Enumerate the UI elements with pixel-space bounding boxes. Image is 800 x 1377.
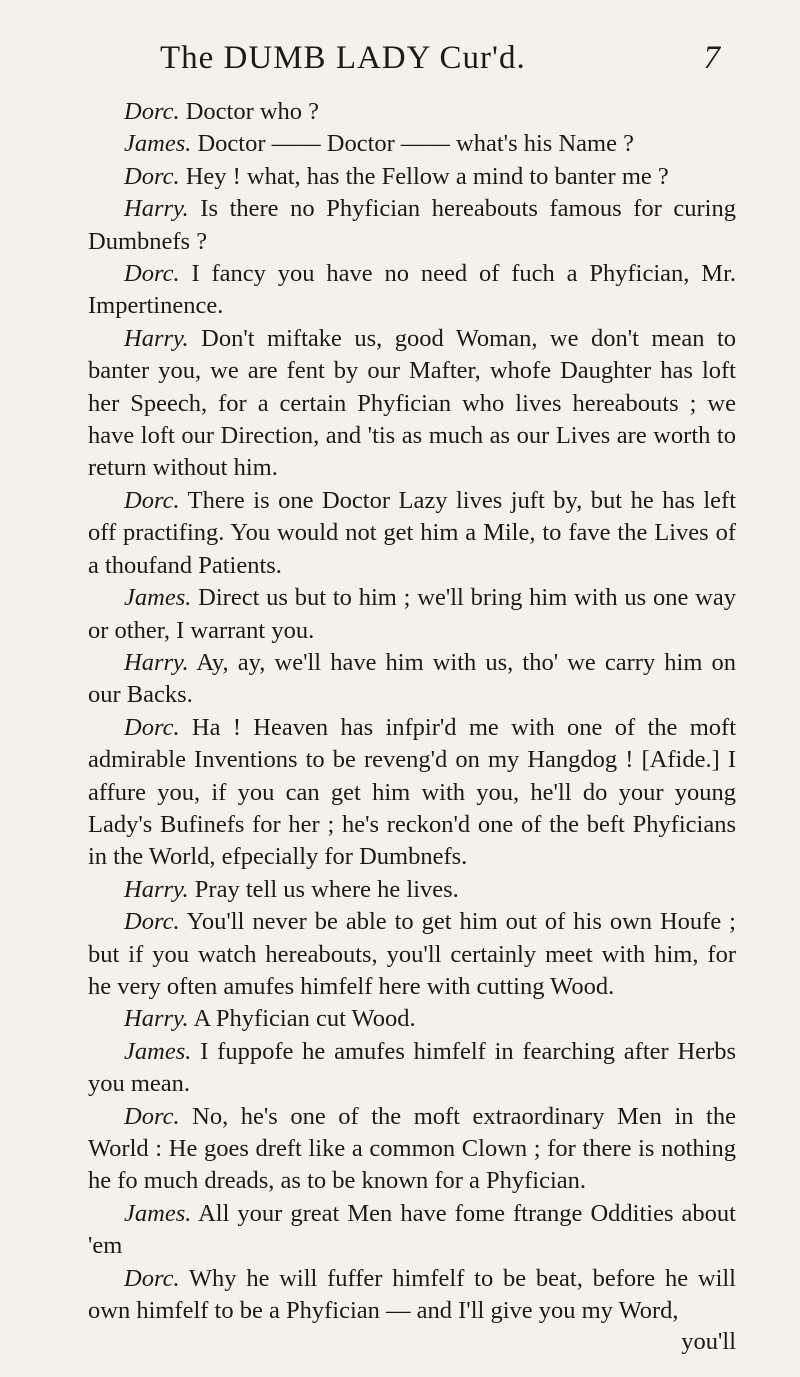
speech-text: No, he's one of the moft extraordinary Men in the World : He goes dreft like a common Clown ; for there is nothing he fo much dreads, as to be known for a Phyfician.: [88, 1102, 736, 1195]
speech: [88, 258, 736, 323]
speech: [88, 161, 736, 193]
speech-text: I fuppofe he amufes himfelf in fearching after Herbs you mean.: [88, 1037, 737, 1098]
speech: [88, 485, 736, 582]
speaker-name: Harry.: [124, 875, 189, 903]
speech: [88, 906, 736, 1003]
speech: [88, 128, 736, 160]
speech: [88, 712, 736, 874]
speech-text: Why he will fuffer himfelf to be beat, before he will own himfelf to be a Phyfician — and I'll give you my Word,: [88, 1264, 736, 1325]
speaker-name: Dorc.: [124, 1102, 180, 1130]
speech: [88, 1036, 736, 1101]
speaker-name: James.: [124, 130, 192, 158]
speech: [88, 96, 736, 128]
speech-text: Doctor who ?: [185, 98, 320, 125]
page-header: [160, 40, 720, 80]
speaker-name: James.: [124, 1037, 192, 1065]
dialogue-text: [88, 96, 736, 1327]
speech: [88, 647, 736, 712]
speech-text: All your great Men have fome ftrange Oddities about 'em: [88, 1199, 736, 1260]
speaker-name: James.: [124, 1199, 192, 1227]
speaker-name: Harry.: [124, 1005, 189, 1033]
speech-text: A Phyfician cut Wood.: [193, 1005, 416, 1033]
speaker-name: Dorc.: [124, 162, 180, 190]
speech-text: There is one Doctor Lazy lives juft by, but he has left off practifing. You would not get him a Mile, to fave the Lives of a thoufand Patients.: [88, 486, 736, 579]
speaker-name: Dorc.: [124, 713, 180, 741]
speaker-name: James.: [124, 584, 192, 612]
speech: [88, 323, 736, 485]
speech-text: Is there no Phyfician hereabouts famous for curing Dumbnefs ?: [88, 195, 736, 255]
speaker-name: Dorc.: [124, 486, 180, 514]
speech: [88, 1198, 736, 1263]
speech-text: Don't miftake us, good Woman, we don't mean to banter you, we are fent by our Mafter, whofe Daughter has loft her Speech, for a certain Phyfician who lives hereabouts ; we have loft our Direction, and 'tis as much as our Lives are worth to return without him.: [88, 324, 736, 482]
speaker-name: Harry.: [124, 648, 189, 676]
speech: [88, 193, 736, 258]
page-number: 7: [703, 40, 720, 76]
speech: [88, 1263, 736, 1328]
speaker-name: Harry.: [124, 324, 189, 352]
speech-text: Ha ! Heaven has infpir'd me with one of the moft admirable Inventions to be reveng'd on my Hangdog ! [Afide.] I affure you, if you can get him with you, he'll do your young Lady's Bufinefs for her ; he's reckon'd one of the beft Phyficians in the World, efpecially for Dumbnefs.: [88, 713, 737, 871]
speaker-name: Dorc.: [124, 98, 180, 125]
speaker-name: Dorc.: [124, 1264, 180, 1292]
speech: [88, 874, 736, 906]
speech-text: Hey ! what, has the Fellow a mind to banter me ?: [185, 162, 669, 190]
speaker-name: Harry.: [124, 195, 189, 223]
speech: [88, 582, 736, 647]
speech-text: I fancy you have no need of fuch a Phyfician, Mr. Impertinence.: [88, 260, 736, 320]
catchword: you'll: [681, 1328, 736, 1355]
speech: [88, 1003, 736, 1035]
speech-text: Pray tell us where he lives.: [194, 875, 459, 903]
speech-text: You'll never be able to get him out of his own Houfe ; but if you watch hereabouts, you'll certainly meet with him, for he very often amufes himfelf here with cutting Wood.: [88, 908, 736, 1000]
speech: [88, 1101, 736, 1198]
speech-text: Direct us but to him ; we'll bring him with us one way or other, I warrant you.: [88, 584, 737, 644]
speech-text: Ay, ay, we'll have him with us, tho' we carry him on our Backs.: [88, 648, 736, 709]
speech-text: Doctor —— Doctor —— what's his Name ?: [197, 130, 634, 158]
speaker-name: Dorc.: [124, 260, 180, 288]
running-title: The DUMB LADY Cur'd.: [160, 40, 526, 76]
speaker-name: Dorc.: [124, 908, 180, 936]
